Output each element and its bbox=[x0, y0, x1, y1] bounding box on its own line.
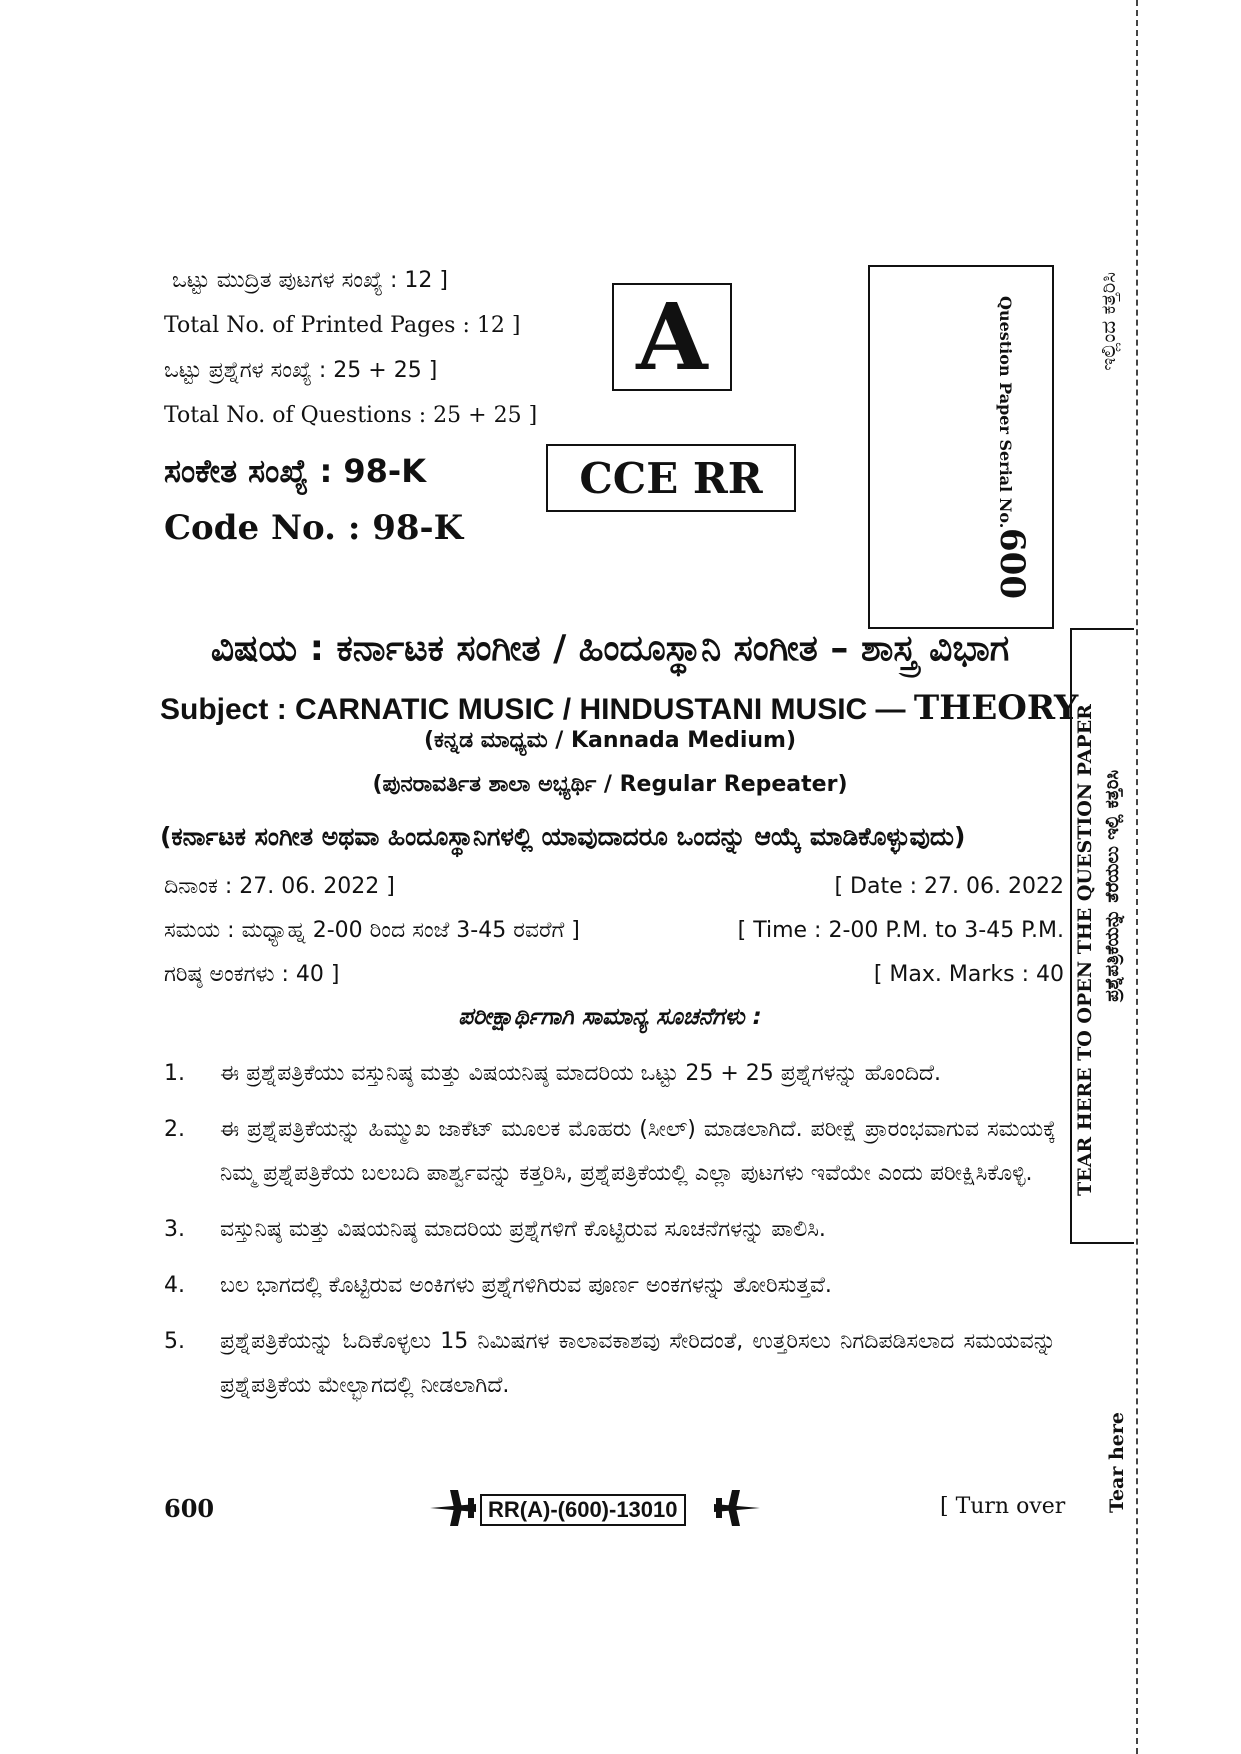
instructions-list bbox=[164, 1052, 1056, 1420]
instruction-item bbox=[164, 1052, 1056, 1096]
serial-number-label: Question Paper Serial No. bbox=[996, 296, 1015, 529]
instruction-number: 2. bbox=[164, 1117, 185, 1142]
choose-subject-note: (ಕರ್ನಾಟಕ ಸಂಗೀತ ಅಥವಾ ಹಿಂದೂಸ್ಥಾನಿಗಳಲ್ಲಿ ಯಾವುದಾದರೂ ಒಂದನ್ನು ಆಯ್ಕೆ ಮಾಡಿಕೊಳ್ಳುವುದು) bbox=[160, 822, 966, 851]
instruction-number: 5. bbox=[164, 1329, 185, 1354]
instruction-text: ವಸ್ತುನಿಷ್ಠ ಮತ್ತು ವಿಷಯನಿಷ್ಠ ಮಾದರಿಯ ಪ್ರಶ್ನೆಗಳಿಗೆ ಕೊಟ್ಟಿರುವ ಸೂಚನೆಗಳನ್ನು ಪಾಲಿಸಿ. bbox=[220, 1217, 826, 1242]
repeater-label: (ಪುನರಾವರ್ತಿತ ಶಾಲಾ ಅಭ್ಯರ್ಥಿ / Regular Repeater) bbox=[372, 772, 848, 797]
airplane-right-icon bbox=[712, 1486, 762, 1530]
instruction-number: 1. bbox=[164, 1061, 185, 1086]
instructions-title: ಪರೀಕ್ಷಾರ್ಥಿಗಾಗಿ ಸಾಮಾನ್ಯ ಸೂಚನೆಗಳು : bbox=[458, 1004, 762, 1030]
code-number-kannada: ಸಂಕೇತ ಸಂಖ್ಯೆ : 98-K bbox=[164, 452, 427, 490]
instruction-number: 3. bbox=[164, 1217, 185, 1242]
tear-instruction-kannada: ಪ್ರಶ್ನೆಪತ್ರಿಕೆಯನ್ನು ತೆರೆಯಲು ಇಲ್ಲಿ ಕತ್ತರಿಸಿ bbox=[1102, 770, 1123, 1002]
total-pages-english: Total No. of Printed Pages : 12 ] bbox=[164, 313, 521, 338]
total-questions-english: Total No. of Questions : 25 + 25 ] bbox=[164, 403, 538, 428]
subject-kannada: ವಿಷಯ : ಕರ್ನಾಟಕ ಸಂಗೀತ / ಹಿಂದೂಸ್ಥಾನಿ ಸಂಗೀತ – ಶಾಸ್ತ್ರ ವಿಭಾಗ bbox=[210, 628, 1010, 669]
tear-instruction-english: TEAR HERE TO OPEN THE QUESTION PAPER bbox=[1074, 704, 1096, 1196]
footer-question-code: RR(A)-(600)-13010 bbox=[480, 1494, 686, 1526]
subject-english-prefix: Subject : CARNATIC MUSIC / HINDUSTANI MUSIC — bbox=[160, 693, 914, 726]
time-row bbox=[164, 918, 1064, 943]
code-number-english: Code No. : 98-K bbox=[164, 508, 464, 548]
instruction-text: ಪ್ರಶ್ನೆಪತ್ರಿಕೆಯನ್ನು ಓದಿಕೊಳ್ಳಲು 15 ನಿಮಿಷಗಳ ಕಾಲಾವಕಾಶವು ಸೇರಿದಂತೆ, ಉತ್ತರಿಸಲು ನಿಗದಿಪಡಿಸಲಾದ ಸಮಯವನ್ನು ಪ್ರಶ್ನೆಪತ್ರಿಕೆಯ ಮೇಲ್ಭಾಗದಲ್ಲಿ ನೀಡಲಾಗಿದೆ. bbox=[220, 1329, 1056, 1398]
instruction-text: ಬಲ ಭಾಗದಲ್ಲಿ ಕೊಟ್ಟಿರುವ ಅಂಕಿಗಳು ಪ್ರಶ್ನೆಗಳಿಗಿರುವ ಪೂರ್ಣ ಅಂಕಗಳನ್ನು ತೋರಿಸುತ್ತವೆ. bbox=[220, 1273, 832, 1298]
tear-top-kannada: ಇಲ್ಲಿಂದ ಕತ್ತರಿಸಿ bbox=[1096, 272, 1120, 371]
date-row bbox=[164, 874, 1064, 899]
instruction-item bbox=[164, 1264, 1056, 1308]
serial-number: 600 bbox=[992, 528, 1032, 599]
instruction-item bbox=[164, 1108, 1056, 1196]
medium-label: (ಕನ್ನಡ ಮಾಧ್ಯಮ / Kannada Medium) bbox=[423, 728, 797, 753]
tear-here-label: Tear here bbox=[1106, 1412, 1128, 1513]
subject-english bbox=[160, 688, 1079, 728]
marks-english: [ Max. Marks : 40 bbox=[873, 962, 1064, 987]
exam-type-box: CCE RR bbox=[546, 444, 796, 512]
airplane-left-icon bbox=[428, 1486, 478, 1530]
instruction-number: 4. bbox=[164, 1273, 185, 1298]
date-kannada: ದಿನಾಂಕ : 27. 06. 2022 ] bbox=[164, 874, 395, 899]
marks-kannada: ಗರಿಷ್ಠ ಅಂಕಗಳು : 40 ] bbox=[164, 962, 340, 987]
date-english: [ Date : 27. 06. 2022 bbox=[834, 874, 1064, 899]
subject-english-theory: THEORY bbox=[913, 688, 1079, 728]
marks-row bbox=[164, 962, 1064, 987]
footer-page-code: 600 bbox=[164, 1494, 215, 1523]
instruction-item bbox=[164, 1208, 1056, 1252]
time-english: [ Time : 2-00 P.M. to 3-45 P.M. bbox=[737, 918, 1064, 943]
instruction-text: ಈ ಪ್ರಶ್ನೆಪತ್ರಿಕೆಯನ್ನು ಹಿಮ್ಮುಖ ಜಾಕೆಟ್ ಮೂಲಕ ಮೊಹರು (ಸೀಲ್) ಮಾಡಲಾಗಿದೆ. ಪರೀಕ್ಷೆ ಪ್ರಾರಂಭವಾಗುವ ಸಮಯಕ್ಕೆ ನಿಮ್ಮ ಪ್ರಶ್ನೆಪತ್ರಿಕೆಯ ಬಲಬದಿ ಪಾರ್ಶ್ವವನ್ನು ಕತ್ತರಿಸಿ, ಪ್ರಶ್ನೆಪತ್ರಿಕೆಯಲ್ಲಿ ಎಲ್ಲಾ ಪುಟಗಳು ಇವೆಯೇ ಎಂದು ಪರೀಕ್ಷಿಸಿಕೊಳ್ಳಿ. bbox=[220, 1117, 1056, 1186]
version-letter-box: A bbox=[612, 283, 732, 391]
time-kannada: ಸಮಯ : ಮಧ್ಯಾಹ್ನ 2-00 ರಿಂದ ಸಂಜೆ 3-45 ರವರೆಗೆ ] bbox=[164, 918, 580, 943]
instruction-text: ಈ ಪ್ರಶ್ನೆಪತ್ರಿಕೆಯು ವಸ್ತುನಿಷ್ಠ ಮತ್ತು ವಿಷಯನಿಷ್ಠ ಮಾದರಿಯ ಒಟ್ಟು 25 + 25 ಪ್ರಶ್ನೆಗಳನ್ನು ಹೊಂದಿದೆ. bbox=[220, 1061, 941, 1086]
total-pages-kannada: ಒಟ್ಟು ಮುದ್ರಿತ ಪುಟಗಳ ಸಂಖ್ಯೆ : 12 ] bbox=[172, 268, 448, 293]
turn-over-label: [ Turn over bbox=[940, 1494, 1066, 1519]
tear-dashed-line bbox=[1136, 0, 1138, 1754]
total-questions-kannada: ಒಟ್ಟು ಪ್ರಶ್ನೆಗಳ ಸಂಖ್ಯೆ : 25 + 25 ] bbox=[164, 358, 438, 383]
instruction-item bbox=[164, 1320, 1056, 1408]
